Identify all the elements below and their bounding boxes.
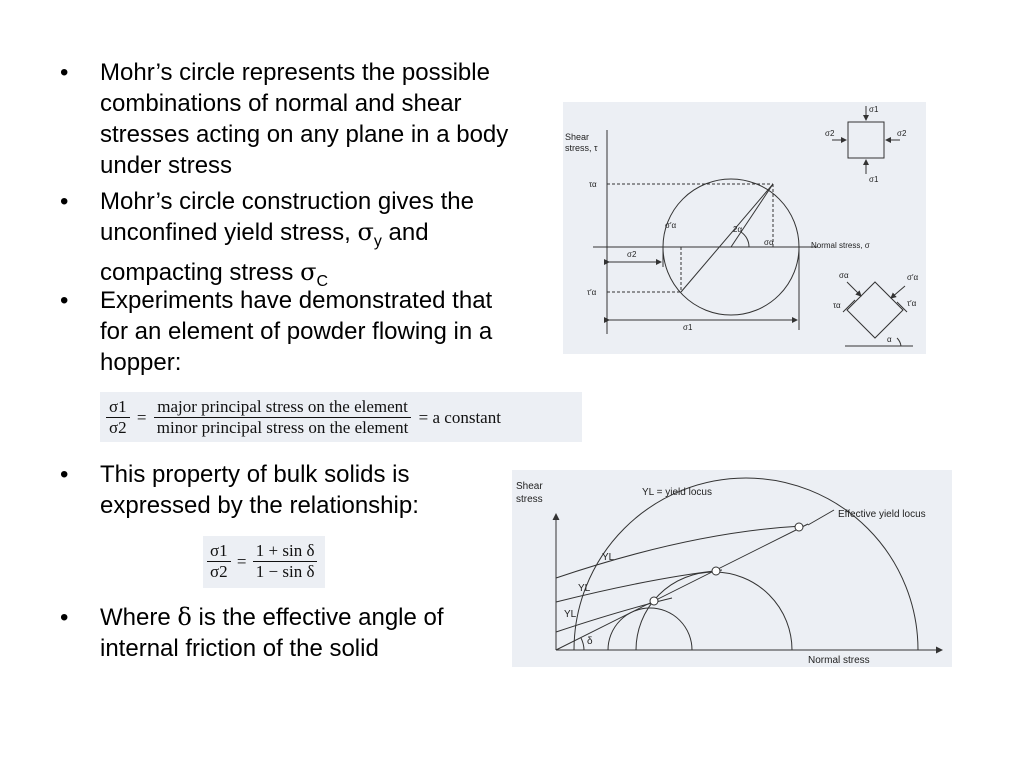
shear-axis-label-2: stress bbox=[516, 494, 543, 505]
bullet-marker: • bbox=[60, 59, 69, 86]
tangent-point-large bbox=[795, 523, 803, 531]
bullet-2-text bbox=[100, 186, 520, 297]
subscript-c: C bbox=[316, 273, 329, 290]
bullet-5 bbox=[60, 602, 520, 664]
tau-alpha-prime-label: τ′α bbox=[587, 288, 597, 297]
sin-delta-equation bbox=[203, 536, 325, 588]
element-tau-alpha-label: τα bbox=[833, 301, 841, 310]
yield-locus-legend: YL = yield locus bbox=[642, 487, 712, 498]
bullet-2-text-a: Mohr’s circle construction gives the unconfined yield stress, bbox=[100, 188, 474, 246]
sigma-2-left-label: σ2 bbox=[825, 129, 835, 138]
stress-element-square bbox=[848, 122, 884, 158]
bullet-marker: • bbox=[60, 287, 69, 314]
bullet-4-text: This property of bulk solids is expressed by the relationship: bbox=[100, 461, 419, 519]
sigma-ratio-fraction bbox=[207, 541, 231, 582]
one-minus-sin-delta: 1 − sin δ bbox=[255, 562, 315, 581]
sigma-alpha-label: σα bbox=[764, 238, 774, 247]
sigma-1-bottom-label: σ1 bbox=[869, 175, 879, 184]
bullet-4 bbox=[60, 459, 520, 521]
sigma-1-dim-label: σ1 bbox=[683, 323, 693, 332]
medium-mohr-circle bbox=[636, 572, 792, 650]
bullet-marker: • bbox=[60, 188, 69, 215]
sigma-1-top-label: σ1 bbox=[869, 105, 879, 114]
effective-yield-locus-label: Effective yield locus bbox=[838, 509, 926, 520]
sigma-ratio-fraction bbox=[106, 397, 130, 438]
sigma-symbol: σ bbox=[300, 258, 317, 286]
one-plus-sin-delta: 1 + sin δ bbox=[253, 541, 318, 562]
bullet-5-text-b: is the effective angle of internal friction of the solid bbox=[100, 604, 444, 662]
sigma-2-dim-label: σ2 bbox=[627, 250, 637, 259]
sigma-2: σ2 bbox=[210, 562, 228, 581]
tangent-point-medium bbox=[712, 567, 720, 575]
circle-diameter bbox=[681, 184, 773, 292]
bullet-2 bbox=[60, 186, 520, 297]
tau-alpha-label: τα bbox=[589, 180, 597, 189]
principal-stress-ratio-equation bbox=[100, 392, 582, 442]
yield-locus-line-1 bbox=[556, 526, 802, 578]
shear-axis-label-1: Shear bbox=[516, 481, 543, 492]
two-alpha-label: 2α bbox=[733, 225, 743, 234]
stress-description-fraction bbox=[154, 397, 412, 438]
sigma-2: σ2 bbox=[109, 418, 127, 437]
bullet-5-text bbox=[100, 602, 520, 664]
sin-delta-fraction bbox=[253, 541, 318, 582]
yield-locus-figure bbox=[512, 470, 952, 667]
tangent-point-small bbox=[650, 597, 658, 605]
element-sigma-alpha-prime-label: σ′α bbox=[907, 273, 919, 282]
bullet-1-text: Mohr’s circle represents the possible combinations of normal and shear stresses acting on any plane in a body under stress bbox=[100, 59, 509, 179]
equals-sign: = bbox=[136, 407, 147, 427]
bullet-1 bbox=[60, 57, 520, 181]
sigma-symbol: σ bbox=[357, 218, 374, 246]
bullet-5-text-a: Where bbox=[100, 604, 178, 631]
small-mohr-circle bbox=[608, 608, 692, 650]
effective-locus-pointer bbox=[808, 510, 834, 525]
sigma-1: σ1 bbox=[207, 541, 231, 562]
normal-axis-label: Normal stress, σ bbox=[811, 241, 870, 250]
yield-locus-diagram bbox=[512, 470, 952, 667]
element-sigma-alpha-label: σα bbox=[839, 271, 849, 280]
yield-locus-label-2: YL bbox=[578, 583, 591, 594]
mohr-circle-figure bbox=[563, 102, 926, 354]
yield-locus-label-1: YL bbox=[602, 552, 615, 563]
constant-text: = a constant bbox=[418, 407, 501, 427]
mohr-circle-diagram bbox=[563, 102, 926, 354]
sigma-1: σ1 bbox=[106, 397, 130, 418]
yield-locus-label-3: YL bbox=[564, 609, 577, 620]
bullet-2-text-b: and compacting stress bbox=[100, 219, 429, 286]
equals-sign: = bbox=[236, 551, 247, 571]
delta-label: δ bbox=[587, 636, 593, 647]
major-stress-text: major principal stress on the element bbox=[154, 397, 412, 418]
shear-axis-label-2: stress, τ bbox=[565, 143, 598, 153]
shear-axis-label-1: Shear bbox=[565, 132, 590, 142]
sigma-2-right-label: σ2 bbox=[897, 129, 907, 138]
bullet-3 bbox=[60, 285, 520, 378]
subscript-y: y bbox=[373, 233, 382, 250]
bullet-marker: • bbox=[60, 461, 69, 488]
normal-axis-label: Normal stress bbox=[808, 655, 870, 666]
bullet-marker: • bbox=[60, 604, 69, 631]
element-tau-alpha-prime-label: τ′α bbox=[907, 299, 917, 308]
sigma-alpha-prime-label: σ′α bbox=[665, 221, 677, 230]
bullet-3-text: Experiments have demonstrated that for an element of powder flowing in a hopper: bbox=[100, 287, 493, 376]
delta-symbol: δ bbox=[177, 603, 192, 631]
minor-stress-text: minor principal stress on the element bbox=[156, 418, 409, 437]
large-mohr-circle bbox=[574, 478, 918, 650]
delta-angle-arc bbox=[581, 638, 584, 650]
angle-arc-2alpha bbox=[741, 232, 749, 247]
alpha-label: α bbox=[887, 335, 892, 344]
alpha-arc bbox=[897, 338, 901, 346]
